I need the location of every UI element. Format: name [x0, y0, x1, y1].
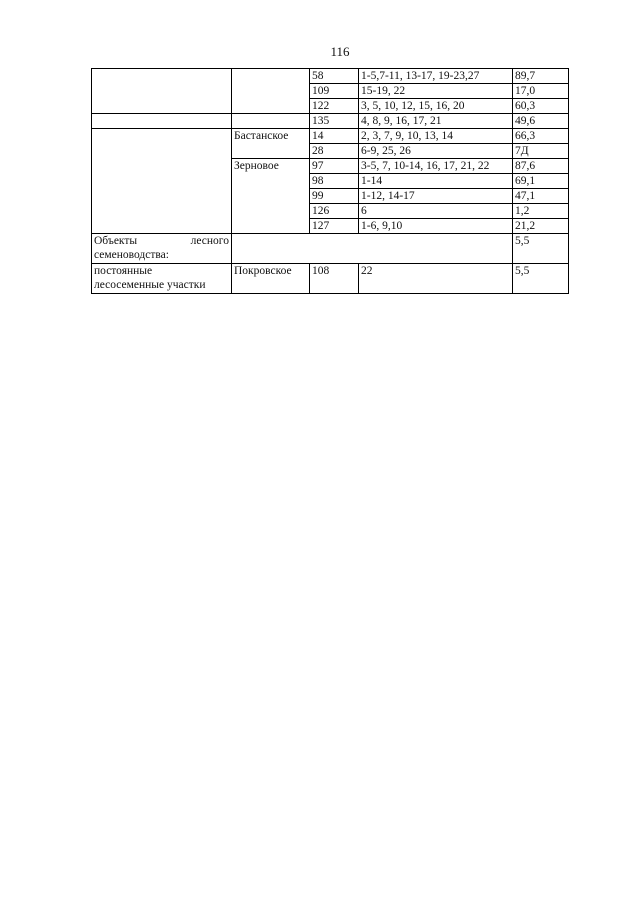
empty-cell	[232, 69, 310, 114]
permanent-label-cell	[92, 264, 232, 294]
plots-cell: 2, 3, 7, 9, 10, 13, 14	[359, 129, 513, 144]
plots-cell: 1-12, 14-17	[359, 189, 513, 204]
objects-label-line1	[94, 234, 229, 248]
area-cell: 89,7	[513, 69, 569, 84]
empty-cell	[232, 114, 310, 129]
quarter-cell: 135	[310, 114, 359, 129]
plots-cell: 6-9, 25, 26	[359, 144, 513, 159]
area-cell: 49,6	[513, 114, 569, 129]
quarter-cell: 14	[310, 129, 359, 144]
area-cell: 7Д	[513, 144, 569, 159]
forestry-cell: Зерновое	[232, 159, 310, 234]
area-cell: 21,2	[513, 219, 569, 234]
area-cell: 17,0	[513, 84, 569, 99]
plots-cell: 15-19, 22	[359, 84, 513, 99]
forestry-cell: Покровское	[232, 264, 310, 294]
empty-cell	[92, 114, 232, 129]
permanent-label-line2: лесосеменные участки	[94, 279, 206, 291]
quarter-cell: 122	[310, 99, 359, 114]
empty-cell	[92, 129, 232, 234]
area-cell: 66,3	[513, 129, 569, 144]
forest-areas-table	[91, 68, 569, 294]
area-cell: 87,6	[513, 159, 569, 174]
quarter-cell: 127	[310, 219, 359, 234]
quarter-cell: 109	[310, 84, 359, 99]
area-cell: 1,2	[513, 204, 569, 219]
plots-cell: 4, 8, 9, 16, 17, 21	[359, 114, 513, 129]
page-number: 116	[330, 44, 350, 59]
area-cell: 69,1	[513, 174, 569, 189]
area-cell: 60,3	[513, 99, 569, 114]
quarter-cell: 97	[310, 159, 359, 174]
objects-label-word1: Объекты	[94, 235, 138, 247]
forestry-cell: Бастанское	[232, 129, 310, 159]
plots-cell: 6	[359, 204, 513, 219]
permanent-row	[92, 264, 569, 294]
quarter-cell: 108	[310, 264, 359, 294]
quarter-cell: 126	[310, 204, 359, 219]
plots-cell: 3, 5, 10, 12, 15, 16, 20	[359, 99, 513, 114]
plots-cell: 1-5,7-11, 13-17, 19-23,27	[359, 69, 513, 84]
plots-cell: 22	[359, 264, 513, 294]
quarter-cell: 28	[310, 144, 359, 159]
table-row	[92, 69, 569, 84]
objects-row	[92, 234, 569, 264]
area-cell: 47,1	[513, 189, 569, 204]
plots-cell: 1-14	[359, 174, 513, 189]
objects-label-cell	[92, 234, 232, 264]
area-cell: 5,5	[513, 234, 569, 264]
quarter-cell: 58	[310, 69, 359, 84]
plots-cell: 3-5, 7, 10-14, 16, 17, 21, 22	[359, 159, 513, 174]
quarter-cell: 98	[310, 174, 359, 189]
plots-cell: 1-6, 9,10	[359, 219, 513, 234]
objects-label-word2: лесного	[190, 235, 229, 247]
area-cell: 5,5	[513, 264, 569, 294]
objects-label-line2: семеноводства:	[94, 249, 169, 261]
permanent-label-line1: постоянные	[94, 265, 153, 277]
empty-cell	[232, 234, 513, 264]
table-row	[92, 129, 569, 144]
quarter-cell: 99	[310, 189, 359, 204]
table-row	[92, 114, 569, 129]
empty-cell	[92, 69, 232, 114]
